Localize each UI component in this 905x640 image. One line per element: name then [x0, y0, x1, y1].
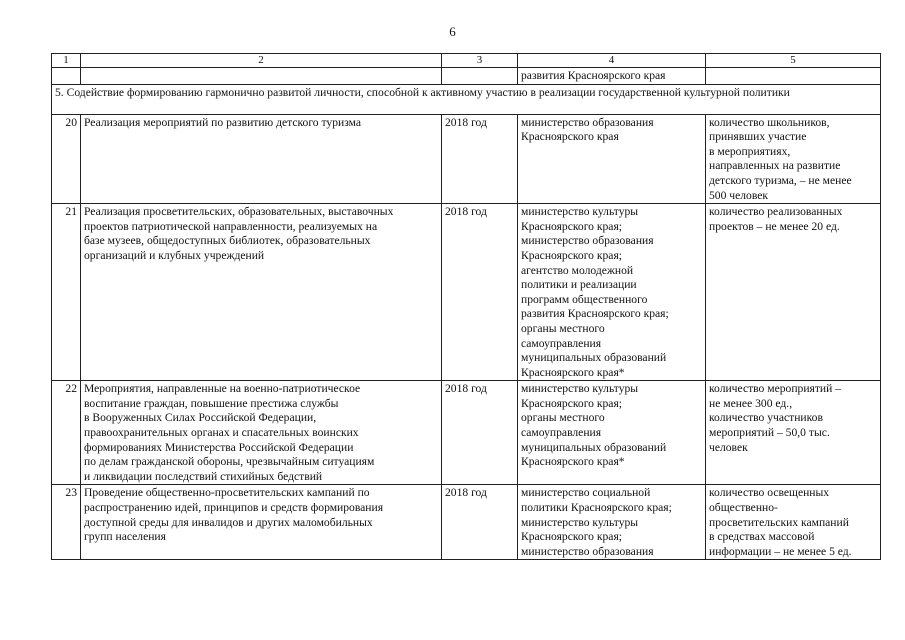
- year-cell: 2018 год: [442, 114, 518, 204]
- empty-cell: [52, 68, 81, 85]
- column-number: 5: [706, 54, 881, 68]
- year-cell: 2018 год: [442, 381, 518, 485]
- executors-cell-line: Красноярского края;: [521, 219, 623, 233]
- row-number-cell: 20: [52, 114, 81, 204]
- event-cell: [81, 114, 442, 204]
- event-cell: [81, 204, 442, 381]
- executors-cell: [518, 114, 706, 204]
- executors-cell-line: Красноярского края*: [521, 365, 625, 379]
- executors-cell-line: министерство образования: [521, 234, 654, 248]
- executors-cell-line: министерство социальной: [521, 486, 651, 500]
- executors-cell-line: самоуправления: [521, 336, 602, 350]
- indicator-cell-line: проектов – не менее 20 ед.: [709, 219, 840, 233]
- empty-cell: [442, 68, 518, 85]
- event-cell-line: Реализация мероприятий по развитию детского туризма: [84, 115, 362, 129]
- event-cell: [81, 381, 442, 485]
- executors-cell-line: Красноярского края;: [521, 396, 623, 410]
- event-cell: [81, 485, 442, 560]
- indicator-cell-line: мероприятий – 50,0 тыс.: [709, 426, 830, 440]
- indicator-cell-line: не менее 300 ед.,: [709, 396, 793, 410]
- column-number: 3: [442, 54, 518, 68]
- event-cell-line: правоохранительных органах и спасательных воинских: [84, 426, 359, 440]
- row-number-cell: 23: [52, 485, 81, 560]
- indicator-cell: [706, 381, 881, 485]
- indicator-cell-line: общественно-: [709, 501, 778, 515]
- executors-cell-line: программ общественного: [521, 292, 648, 306]
- executors-cell: [518, 381, 706, 485]
- event-cell-line: организаций и клубных учреждений: [84, 248, 265, 262]
- continuation-row: [52, 68, 881, 85]
- table-row: [52, 485, 881, 560]
- section-header-row: [52, 84, 881, 114]
- empty-cell: [706, 68, 881, 85]
- event-cell-line: и ликвидации последствий стихийных бедствий: [84, 469, 323, 483]
- continuation-executor-cell: развития Красноярского края: [518, 68, 706, 85]
- event-cell-line: доступной среды для инвалидов и других маломобильных: [84, 515, 373, 529]
- executors-cell-line: министерство образования: [521, 115, 654, 129]
- row-number-cell: 21: [52, 204, 81, 381]
- event-cell-line: формированиях Министерства Российской Федерации: [84, 440, 354, 454]
- empty-cell: [81, 68, 442, 85]
- executors-cell: [518, 485, 706, 560]
- indicator-cell-line: направленных на развитие: [709, 159, 841, 173]
- year-cell: 2018 год: [442, 204, 518, 381]
- indicator-cell: [706, 485, 881, 560]
- column-number: 4: [518, 54, 706, 68]
- executors-cell-line: развития Красноярского края;: [521, 307, 669, 321]
- event-cell-line: базе музеев, общедоступных библиотек, образовательных: [84, 234, 371, 248]
- event-cell-line: проектов патриотической направленности, реализуемых на: [84, 219, 378, 233]
- executors-cell-line: министерство образования: [521, 544, 654, 558]
- indicator-cell-line: количество реализованных: [709, 205, 843, 219]
- executors-cell-line: Красноярского края*: [521, 455, 625, 469]
- event-cell-line: Проведение общественно-просветительских кампаний по: [84, 486, 370, 500]
- executors-cell-line: министерство культуры: [521, 205, 639, 219]
- executors-cell-line: Красноярского края;: [521, 248, 623, 262]
- column-number-row: [52, 54, 881, 68]
- event-cell-line: Мероприятия, направленные на военно-патриотическое: [84, 382, 361, 396]
- executors-cell-line: муниципальных образований: [521, 440, 667, 454]
- executors-cell-line: министерство культуры: [521, 515, 639, 529]
- year-cell: 2018 год: [442, 485, 518, 560]
- row-number-cell: 22: [52, 381, 81, 485]
- indicator-cell-line: 500 человек: [709, 188, 769, 202]
- event-cell-line: по делам гражданской обороны, чрезвычайным ситуациям: [84, 455, 375, 469]
- event-cell-line: Реализация просветительских, образовательных, выставочных: [84, 205, 394, 219]
- executors-cell: [518, 204, 706, 381]
- event-cell-line: распространению идей, принципов и средств формирования: [84, 501, 384, 515]
- section-title: 5. Содействие формированию гармонично развитой личности, способной к активному участию в реализации государственной культурной политики: [52, 84, 881, 114]
- indicator-cell-line: человек: [709, 440, 748, 454]
- indicator-cell-line: количество участников: [709, 411, 823, 425]
- table-row: [52, 114, 881, 204]
- executors-cell-line: министерство культуры: [521, 382, 639, 396]
- column-number: 1: [52, 54, 81, 68]
- indicator-cell: [706, 114, 881, 204]
- page-number: 6: [449, 24, 456, 39]
- indicator-cell-line: просветительских кампаний: [709, 515, 849, 529]
- executors-cell-line: политики и реализации: [521, 278, 637, 292]
- indicator-cell-line: количество школьников,: [709, 115, 830, 129]
- executors-cell-line: самоуправления: [521, 426, 602, 440]
- executors-cell-line: агентство молодежной: [521, 263, 634, 277]
- executors-cell-line: политики Красноярского края;: [521, 501, 672, 515]
- indicator-cell: [706, 204, 881, 381]
- column-number: 2: [81, 54, 442, 68]
- event-cell-line: групп населения: [84, 530, 166, 544]
- indicator-cell-line: информации – не менее 5 ед.: [709, 544, 852, 558]
- executors-cell-line: органы местного: [521, 321, 605, 335]
- measures-table: [51, 53, 881, 560]
- table-row: [52, 381, 881, 485]
- table-row: [52, 204, 881, 381]
- event-cell-line: в Вооруженных Силах Российской Федерации,: [84, 411, 317, 425]
- indicator-cell-line: количество мероприятий –: [709, 382, 842, 396]
- indicator-cell-line: количество освещенных: [709, 486, 830, 500]
- indicator-cell-line: детского туризма, – не менее: [709, 173, 852, 187]
- table-body: [52, 54, 881, 560]
- executors-cell-line: Красноярского края;: [521, 530, 623, 544]
- executors-cell-line: органы местного: [521, 411, 605, 425]
- executors-cell-line: Красноярского края: [521, 130, 619, 144]
- indicator-cell-line: принявших участие: [709, 130, 807, 144]
- indicator-cell-line: в средствах массовой: [709, 530, 815, 544]
- indicator-cell-line: в мероприятиях,: [709, 144, 791, 158]
- executors-cell-line: муниципальных образований: [521, 351, 667, 365]
- event-cell-line: воспитание граждан, повышение престижа службы: [84, 396, 339, 410]
